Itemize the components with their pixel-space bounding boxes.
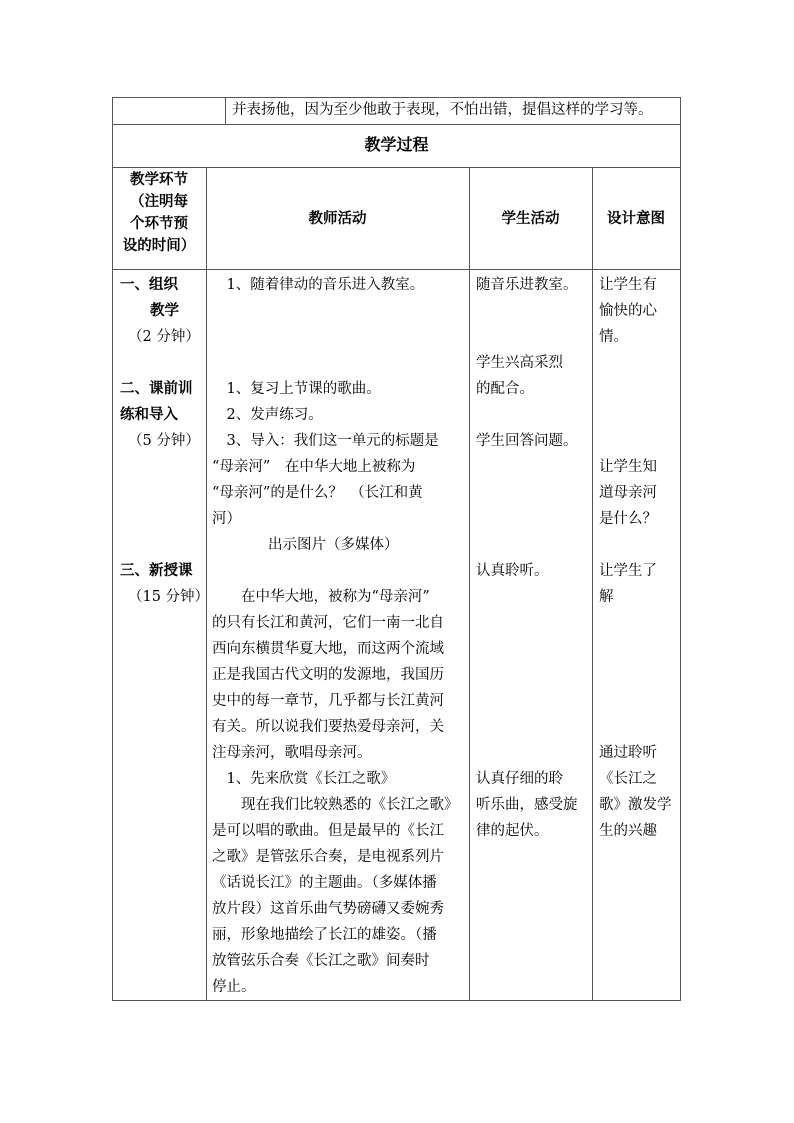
intent-line: 让学生知 (599, 459, 657, 475)
stage-1-time: （2 分钟） (128, 329, 200, 345)
intent-line: 《长江之 (599, 771, 657, 787)
teacher-line: 2、发声练习。 (212, 407, 323, 423)
teacher-line: 1、先来欣赏《长江之歌》 (212, 771, 396, 787)
intent-line: 歌》激发学 (599, 797, 672, 813)
header-teaching-stage (112, 167, 206, 257)
table-border-right (680, 97, 681, 1001)
teacher-line: 有关。所以说我们要热爱母亲河，关 (212, 719, 444, 735)
header-stage-line: 个环节预 (130, 215, 188, 232)
section-title: 教学过程 (364, 135, 429, 154)
teacher-line: 之歌》是管弦乐合奏，是电视系列片 (212, 849, 444, 865)
stage-3-time: （15 分钟） (128, 589, 210, 605)
intent-line: 愉快的心 (599, 303, 657, 319)
teacher-line: 在中华大地，被称为“母亲河” (212, 589, 430, 605)
teacher-line: 《话说长江》的主题曲。（多媒体播 (212, 875, 437, 891)
stage-2-time: （5 分钟） (128, 433, 200, 449)
stage-1-title-cont: 教学 (150, 302, 179, 319)
header-student-activity: 学生活动 (501, 210, 560, 227)
row-divider-3 (112, 269, 681, 270)
intent-line: 通过聆听 (599, 745, 657, 761)
student-line: 认真聆听。 (476, 563, 549, 579)
teacher-line: 1、随着律动的音乐进入教室。 (212, 277, 425, 293)
teacher-line: “母亲河” 在中华大地上被称为 (212, 459, 416, 475)
teacher-line: 西向东横贯华夏大地，而这两个流域 (212, 641, 444, 657)
teacher-line: 注母亲河，歌唱母亲河。 (212, 745, 372, 761)
stage-2-title-cont: 练和导入 (120, 406, 178, 423)
teacher-line: 放管弦乐合奏《长江之歌》间奏时 (212, 953, 430, 969)
teacher-line: 正是我国古代文明的发源地，我国历 (212, 667, 444, 683)
intent-line: 解 (599, 589, 614, 605)
header-stage-line: 教学环节 (130, 171, 188, 188)
intent-line: 道母亲河 (599, 485, 657, 501)
intent-line: 让学生有 (599, 277, 657, 293)
teacher-line: 放片段）这首乐曲气势磅礴又委婉秀 (212, 901, 444, 917)
header-design-intent: 设计意图 (607, 210, 665, 227)
teacher-line: 是可以唱的歌曲。但是最早的《长江 (212, 823, 444, 839)
teacher-line: 的只有长江和黄河，它们一南一北自 (212, 615, 444, 631)
teacher-line: 1、复习上节课的歌曲。 (212, 381, 381, 397)
student-line: 学生回答问题。 (476, 433, 578, 449)
top-row-divider (225, 97, 226, 124)
teacher-line: 丽，形象地描绘了长江的雄姿。（播 (212, 927, 437, 943)
teacher-line: 现在我们比较熟悉的《长江之歌》 (212, 797, 459, 813)
teacher-line: 出示图片（多媒体） (268, 537, 399, 553)
teacher-line: “母亲河”的是什么？ （长江和黄 (212, 485, 423, 501)
student-line: 听乐曲，感受旋 (476, 797, 578, 813)
teacher-line: 3、导入：我们这一单元的标题是 (212, 433, 439, 449)
top-row-text: 并表扬他，因为至少他敢于表现，不怕出错，提倡这样的学习等。 (232, 102, 653, 118)
header-stage-line: 设的时间） (122, 237, 196, 254)
student-line: 律的起伏。 (476, 823, 549, 839)
table-border-bottom (112, 1000, 681, 1001)
stage-2-title: 二、课前训 (120, 380, 193, 397)
teacher-line: 河） (212, 511, 241, 527)
header-stage-line: （注明每 (130, 193, 188, 210)
col-divider-2 (469, 167, 470, 1001)
intent-line: 生的兴趣 (599, 823, 657, 839)
intent-line: 情。 (599, 329, 628, 345)
row-divider-1 (112, 124, 681, 125)
student-line: 的配合。 (476, 381, 534, 397)
student-line: 学生兴高采烈 (476, 355, 563, 371)
intent-line: 是什么？ (599, 511, 657, 527)
header-teacher-activity: 教师活动 (308, 210, 367, 227)
student-line: 认真仔细的聆 (476, 771, 563, 787)
stage-1-title: 一、组织 (120, 276, 178, 293)
intent-line: 让学生了 (599, 563, 657, 579)
stage-3-title: 三、新授课 (120, 562, 193, 579)
teacher-line: 停止。 (212, 979, 256, 995)
teacher-line: 史中的每一章节，几乎都与长江黄河 (212, 693, 444, 709)
col-divider-3 (592, 167, 593, 1001)
student-line: 随音乐进教室。 (476, 277, 578, 293)
